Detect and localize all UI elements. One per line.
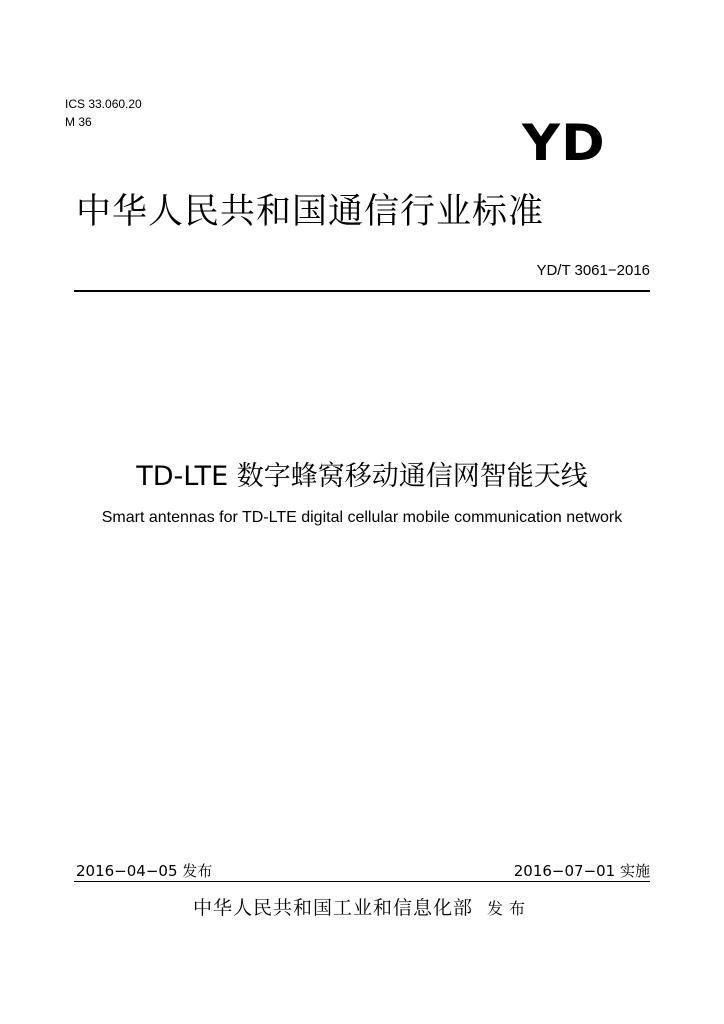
yd-logo: YD	[522, 114, 606, 172]
footer-divider	[74, 881, 650, 882]
header-divider	[74, 290, 650, 292]
document-title-cn: TD-LTE 数字蜂窝移动通信网智能天线	[136, 461, 588, 492]
issue-date: 2016−04−05 发布	[76, 862, 213, 880]
issued-label: 发布	[487, 899, 532, 918]
ics-code: ICS 33.060.20	[65, 97, 142, 111]
ccs-code: M 36	[65, 115, 92, 129]
implementation-date: 2016−07−01 实施	[513, 862, 650, 880]
issuer-name: 中华人民共和国工业和信息化部	[192, 897, 473, 919]
document-title-en: Smart antennas for TD-LTE digital cellular mobile communication network	[101, 509, 623, 526]
standard-category-title: 中华人民共和国通信行业标准	[76, 192, 545, 232]
standard-number: YD/T 3061−2016	[536, 262, 650, 279]
issuer-line	[0, 893, 724, 920]
